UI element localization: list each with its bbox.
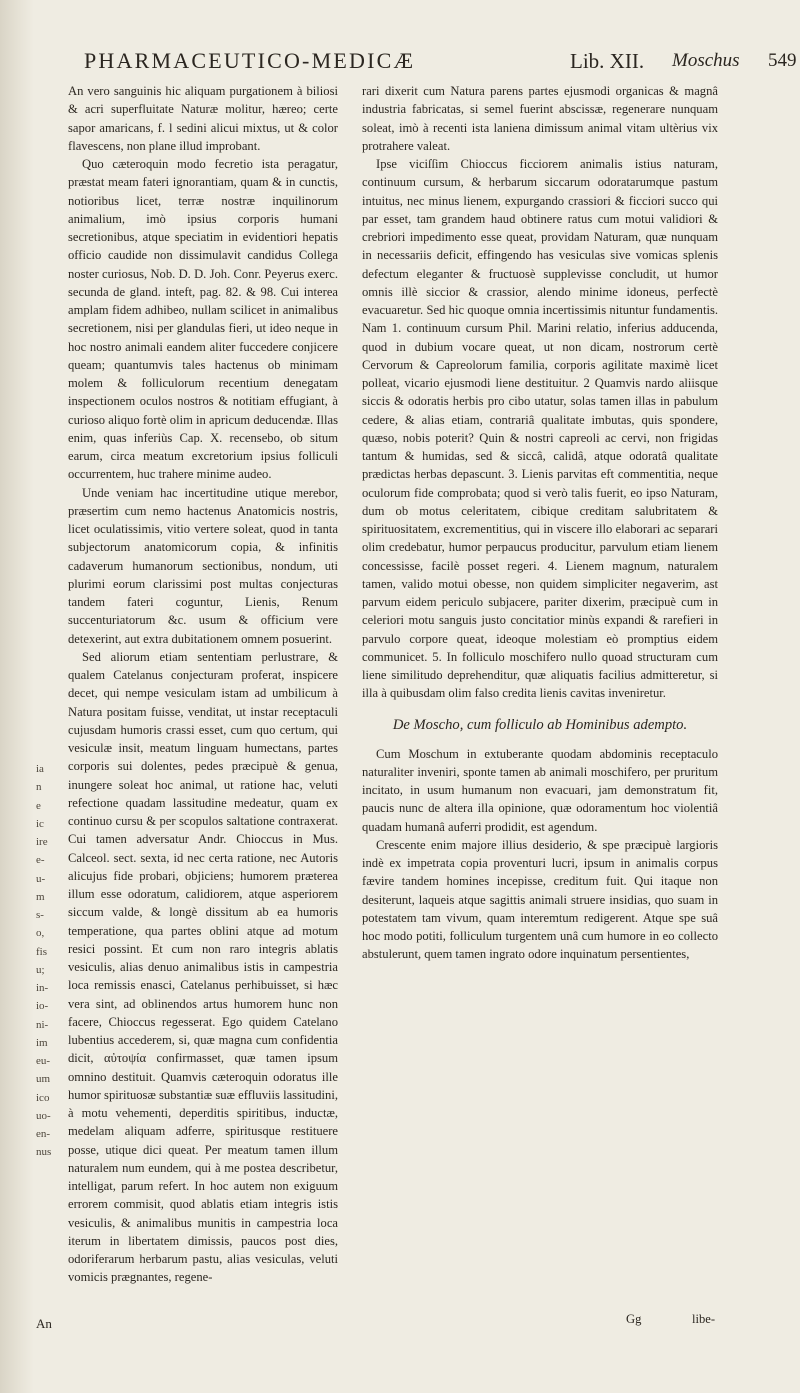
- section-label: Lib. XII.: [570, 49, 645, 73]
- margin-fragment: n: [36, 781, 42, 794]
- chapter-paragraph-1: Cum Moschum in extuberante quodam abdominis receptaculo naturaliter inveniri, sponte tamen ab animali moschifero, per pruritum incitato, in usum humanum non evacuari, jam demonstratum fit, paucis nunc de altera illa opinione, quæ odoramentum hoc violentiâ quadam humanâ auferri prodidit, est agendum.: [362, 746, 718, 834]
- margin-fragment: e: [36, 799, 41, 812]
- margin-fragment: ire: [36, 836, 48, 848]
- margin-fragment: e-: [36, 854, 45, 867]
- running-title: PHARMACEUTICO-MEDICÆ: [84, 48, 416, 73]
- margin-fragment: in-: [36, 982, 49, 994]
- left-paragraph-2: Quo cæteroquin modo fecretio ista peragatur, præstat meam fateri ignorantiam, quam & in cunctis, notioribus licet, terræ nostræ inquilinorum animalium, imò ipsius corporis humani secretionibus, atque speciatim in evidentiori hepatis officio caudide non dissimulavit candidus Collega noster curiosus, Nob. D. D. Joh. Conr. Peyerus exerc. secunda de gland. inteft, pag. 82. & 98. Cui interea amplam fidem adhibeo, nullam scilicet in animalibus secretionem, nisi per glandulas fieri, ut ideo neque in hoc nostro animali eandem aliter fuccedere conjicere queam; quantumvis tales hactenus ob minimam molem & folliculorum recentium denegatam inspectionem oculos nostros & notitiam effugiant, à curioso aliquo fortè olim in apricum deducendæ. Illas enim, quas inferiùs Cap. X. recensebo, ob situm earum, circa meatum excretorium ipsius folliculi occurrentem, huc trahere minime audeo.: [68, 157, 338, 482]
- margin-fragment: ico: [36, 1091, 50, 1104]
- page-number: 549: [768, 50, 797, 71]
- margin-fragment: ia: [36, 763, 44, 775]
- margin-fragment: o,: [36, 927, 45, 940]
- chapter-paragraph-2: Crescente enim majore illius desiderio, & spe præcipuè largioris indè ex impetrata copia proventuri lucri, ipsum in animalis corpus fævire tandem homines incepisse, creditum fuit. Qui itaque non desiterunt, laqueis atque sagittis animali struere insidias, quo suam in potestatem tam vivum, quam interemtum redigerent. Atque spe suâ hoc modo potiti, folliculum turgentem unâ cum humore in eo collecto abstulerunt, quem tamen ingrato odore inquinatum persentientes,: [362, 837, 718, 962]
- right-paragraph-1: rari dixerit cum Natura parens partes ejusmodi organicas & magnâ industria fabricatas, si semel fuerint abscissæ, regenerare nunquam soleat, imò à recenti ista laniena dimissum animal vitam ultèrius vix protrahere valeat.: [362, 84, 718, 153]
- margin-fragment: im: [36, 1036, 48, 1049]
- catchword-left: An: [36, 1316, 52, 1331]
- left-column: [68, 82, 338, 1287]
- right-column: [362, 82, 718, 964]
- right-paragraph-2: Ipse viciſſim Chioccus ficciorem animalis istius naturam, continuum cursum, & herbarum siccarum odoratarumque pastum intuitus, nec minus lienem, expurgando crassiori & ficciori succo qui par esset, tam grandem haud obtinere ratus cum motui validiori & crebriori impedimento esse queat, providam Naturam, quæ nunquam in necessariis deficit, effingendo has vesiculas sive vomicas splenis defectum eleganter & fructuosè supplevisse concludit, ut humor omnis illè siccior & crassior, alendo minime idoneus, perfectè evacuaretur. Sed hic quoque omnia incertissimis nituntur fundamentis. Nam 1. continuum cursum Phil. Marini relatio, inferius adducenda, quod in dubium vocare queat, ut non dicam, nostrorum certè Cervorum & Capreolorum familia, corporis agilitate maximè licet polleat, vicario ejusmodi liene destituitur. 2 Quamvis nardo aliisque siccis & odoratis herbis pro cibo utatur, solas tamen illas in pabulum cedere, & alias etiam, contrariâ qualitate imbutas, quis spondere, quæso, nobis poterit? Quin & nostri capreoli ac cervi, non frigidas tantum & humidas, sed & siccâ, calidâ, atque odoratâ qualitate prædictas herbas depascunt. 3. Lienis parvitas eft commentitia, neque oculorum fide comprobata; quod si verò talis fuerit, eo ipso Naturam, dum ob motus celeritatem, cibique creditam salubritatem & spirituositatem, excrementitius, qui in viscere illo elaborari ac separari olim credebatur, humor perpaucus producitur, parvulum etiam lienem concessisse, facilè posset regeri. 4. Lienem magnum, naturalem tamen, valido motui obesse, non quidem simpliciter negaverim, ast parvum eidem periculo subjacere, pariter dixerim, præcipuè cum in celeriori motu sanguis justo concitatior minùs expandi & rarefieri in parvulo corpore queat, ideoque molestiam eò promptius eidem communicet. 5. In folliculo moschifero nullo quoad structuram cum liene similitudo deprehenditur, quæ aliquatis facilius admitteretur, si illa à quibusdam olim falso credita lienis cavitas inveniretur.: [362, 157, 718, 701]
- margin-fragment: en-: [36, 1128, 51, 1140]
- left-paragraph-1: An vero sanguinis hic aliquam purgationem à biliosi & acri superfluitate Naturæ molitur, hæreo; certe sapor amaricans, f. l sedini alicui mixtus, ut & color flavescens, non plane illud improbant.: [68, 84, 338, 153]
- margin-fragment: fis: [36, 945, 47, 958]
- margin-fragment: m: [36, 890, 45, 903]
- left-paragraph-4: Sed aliorum etiam sententiam perlustrare, & qualem Catelanus conjecturam proferat, inspicere decet, qui nempe vesiculam istam ad umbilicum à Natura positam fuisse, venditat, ut instar receptaculi cujusdam humoris crassi esset, cum quo certum, qui vesiculæ insit, meatum linguam humectans, partes corporis sui dolentes, pedes præcipuè & genua, inungere soleat hoc animal, ut ratione hac, veluti refectione quadam lassitudine medeatur, quam ex continuo cursu & per scopulos saltatione contraxerat. Cui tamen adversatur Andr. Chioccus in Mus. Calceol. sect. sexta, id nec certa ratione, nec Autoris alicujus fide probari, objiciens; humorem præterea illum esse odoratum, calidiorem, atque asperiorem siccum valde, & longè dissitum ab ea humoris temperatione, qua partes oblini atque ad motum resici possint. Et cum non raro integris ablatis vesiculis, alias denuo animalibus istis in campestria loca remissis enasci, Catelanus perhibuisset, si hæc vera sint, ad oblinendos artus humorem hunc non facere, Chioccus regesserat. Ego quidem Catelano lubentius accederem, si, quæ magna cum confidentia dicit, αὐτοψία confirmasset, quæ tamen ipsum omnino destituit. Quamvis cæteroquin odoratus ille humor spirituosæ substantiæ suæ effluviis lassitudini, à motu vehementi, deperditis spiritibus, inductæ, medelam aliquam adferre, spiritusque restituere posse, utique dici queat. Per meatum tamen illum naturalem num eundem, qui à me postea describetur, intelligat, parum refert. In hoc autem non exiguum errorem commisit, quod ablatis etiam integris istis vesiculis, & animalibus munitis in campestria loca iterum in libertatem dimissis, paucos post dies, odoriferarum herbarum pastu, alias vesiculas, veluti vomicis prægnantes, regene-: [68, 649, 338, 1285]
- page-header: [76, 44, 797, 74]
- margin-fragment: u;: [36, 963, 45, 976]
- margin-fragment: eu-: [36, 1055, 51, 1067]
- binding-gutter-shadow: [0, 0, 34, 1393]
- margin-fragment: uo-: [36, 1109, 51, 1122]
- margin-fragment: ic: [36, 817, 44, 830]
- left-paragraph-3: Unde veniam hac incertitudine utique merebor, præsertim cum nemo hactenus Anatomicis nostris, licet oculatissimis, vitio vertere soleat, quod in tanta subjectorum anatomicorum copia, & infinitis cadaverum humanorum sectionibus, nondum, uti plurimi eorum clarissimi post multas conjecturas tandem fateri coguntur, Lienis, Renum succenturiatorum &c. usum & officium vere detexerint, aut extra dubitationem omnem posuerint.: [68, 485, 338, 646]
- margin-fragment: ni-: [36, 1018, 49, 1031]
- margin-fragment: s-: [36, 909, 44, 921]
- cropped-margin-fragments: [36, 760, 56, 1162]
- margin-fragment: io-: [36, 1000, 49, 1013]
- chapter-heading: De Moscho, cum folliculo ab Hominibus adempto.: [392, 716, 688, 733]
- signature-mark: Gg: [626, 1312, 642, 1326]
- margin-fragment: u-: [36, 872, 46, 885]
- margin-fragment: um: [36, 1073, 51, 1086]
- catchword-right: libe-: [692, 1312, 716, 1326]
- margin-fragment: nus: [36, 1146, 52, 1159]
- subject-label: Moschus: [672, 50, 740, 71]
